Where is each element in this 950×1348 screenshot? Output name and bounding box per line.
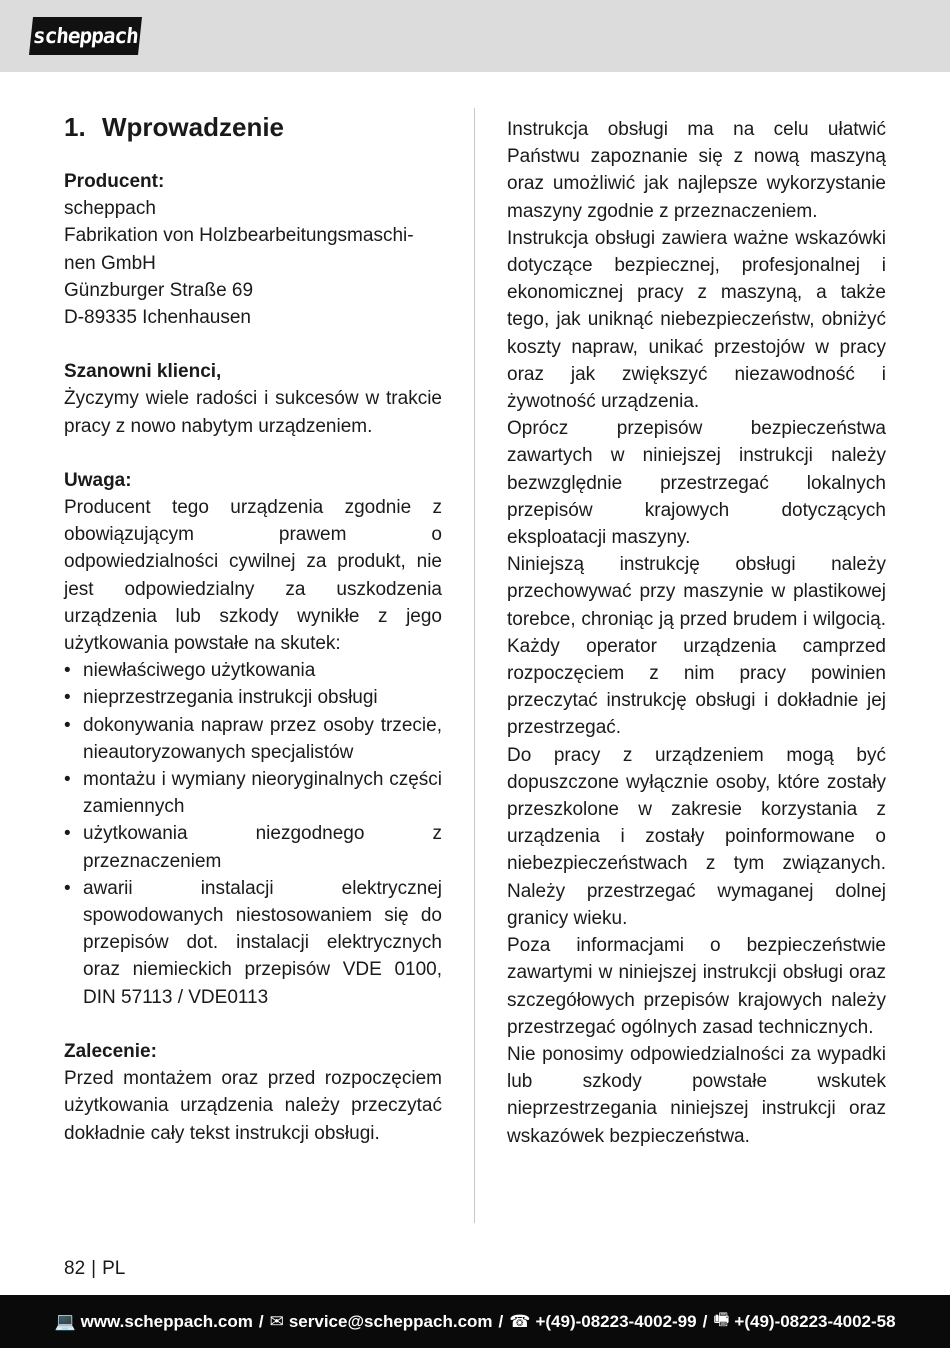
column-divider [474,108,475,1223]
list-item: • montażu i wymiany nieoryginalnych części zamiennych [64,766,442,820]
page-language: PL [102,1258,126,1279]
note-label: Uwaga: [64,469,132,491]
paragraph: Do pracy z urządzeniem mogą być dopuszczone wyłącznie osoby, które zostały przeszkolone w zakresie korzystania z urządzenia i zostały poinformowane o niebezpieczeństwach z tym związanych. Należy przestrzegać wymaganej dolnej granicy wieku. [507,744,886,929]
right-column [507,116,886,1150]
paragraph: Oprócz przepisów bezpieczeństwa zawartych w niniejszej instrukcji należy bezwzględnie przestrzegać lokalnych przepisów krajowych dotyczących eksploatacji maszyny. [507,418,886,549]
website-link[interactable]: www.scheppach.com [80,1311,253,1331]
fax-number: +(49)-08223-4002-58 [734,1311,896,1331]
manufacturer-line: nen GmbH [64,252,156,274]
recommendation-text: Przed montażem oraz przed rozpoczęciem użytkowania urządzenia należy przeczytać dokładnie cały tekst instrukcji obsługi. [64,1068,442,1144]
list-item: • użytkowania niezgodnego z przeznaczeniem [64,820,442,874]
scheppach-logo: scheppach [29,17,142,55]
manufacturer-line: Günzburger Straße 69 [64,279,254,301]
note-text: Producent tego urządzenia zgodnie z obowiązującym prawem o odpowiedzialności cywilnej za produkt, nie jest odpowiedzialny za uszkodzenia urządzenia lub szkody wynikłe z jego użytkowania powstałe na skutek: [64,497,442,655]
manufacturer-line: Fabrikation von Holzbearbeitungsmaschi- [64,225,414,247]
header-bar [0,0,950,72]
manufacturer-line: scheppach [64,198,156,220]
section-number: 1. [64,112,86,142]
page-separator: | [91,1258,97,1279]
page-number [64,1255,125,1282]
email-link[interactable]: service@scheppach.com [288,1311,493,1331]
footer-separator: / [498,1311,504,1331]
manufacturer-line: D-89335 Ichenhausen [64,307,251,329]
list-item: • dokonywania napraw przez osoby trzecie, nieautoryzowanych specjalistów [64,712,442,766]
footer-separator: / [702,1311,708,1331]
greeting-label: Szanowni klienci, [64,361,222,383]
paragraph: Nie ponosimy odpowiedzialności za wypadki lub szkody powstałe wskutek nieprzestrzegania niniejszej instrukcji oraz wskazówek bezpieczeństwa. [507,1043,886,1147]
paragraph: Instrukcja obsługi zawiera ważne wskazówki dotyczące bezpiecznej, profesjonalnej i ekonomicznej pracy z maszyną, a także tego, jak uniknąć niebezpieczeństw, obniżyć koszty napraw, unikać przestojów w pracy oraz jak zwiększyć niezawodność i żywotność urządzenia. [507,227,886,413]
phone-number: +(49)-08223-4002-99 [535,1311,697,1331]
fax-icon: 🖷 [713,1310,730,1329]
note-list [64,657,442,1011]
section-title: Wprowadzenie [102,112,285,142]
footer-separator: / [258,1311,264,1331]
phone-icon: ☎ [509,1311,531,1331]
list-item: • nieprzestrzegania instrukcji obsługi [64,684,442,711]
manufacturer-label: Producent: [64,171,165,192]
left-column [64,112,442,1147]
paragraph: Niniejszą instrukcję obsługi należy przechowywać przy maszynie w plastikowej torebce, chroniąc ją przed brudem i wilgocią. Każdy operator urządzenia camprzed rozpoczęciem z nim pracy powinien przeczytać instrukcję obsługi i dokładnie jej przestrzegać. [507,554,886,739]
paragraph: Poza informacjami o bezpieczeństwie zawartymi w niniejszej instrukcji obsługi oraz szczegółowych przepisów krajowych należy przestrzegać ogólnych zasad technicznych. [507,935,886,1038]
greeting-text: Życzymy wiele radości i sukcesów w trakcie pracy z nowo nabytym urządzeniem. [64,388,442,437]
page-number-value: 82 [64,1258,86,1279]
list-item: • awarii instalacji elektrycznej spowodowanych niestosowaniem się do przepisów dot. instalacji elektrycznych oraz niemieckich przepisów VDE 0100, DIN 57113 / VDE0113 [64,875,442,1011]
list-item: • niewłaściwego użytkowania [64,657,442,684]
computer-icon: 💻 [54,1311,76,1331]
contact-footer [0,1295,950,1348]
paragraph: Instrukcja obsługi ma na celu ułatwić Państwu zapoznanie się z nową maszyną oraz umożliwić jak najlepsze wykorzystanie maszyny zgodnie z przeznaczeniem. [507,119,886,222]
mail-icon: ✉ [269,1311,284,1331]
recommendation-label: Zalecenie: [64,1040,157,1062]
section-heading [64,112,442,142]
